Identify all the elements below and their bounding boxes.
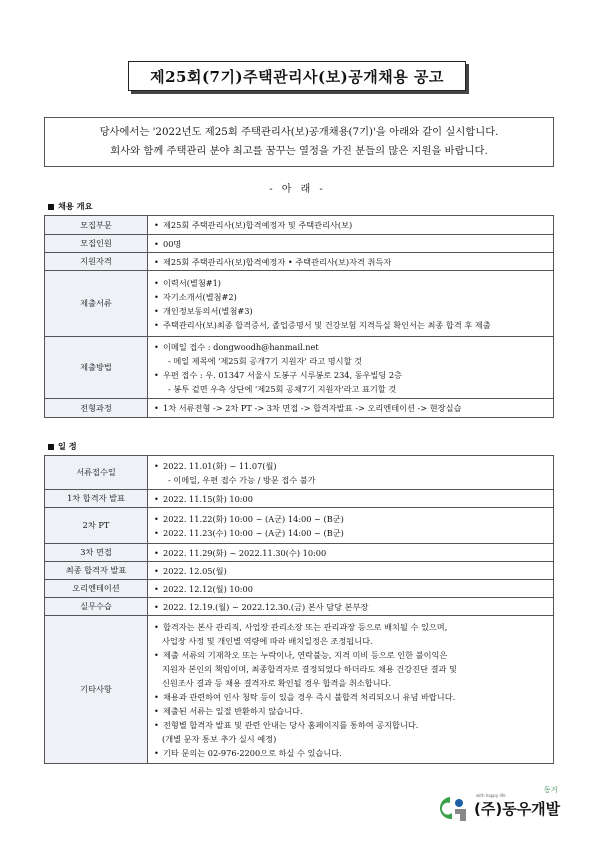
company-name: (주)동우개발 [474, 800, 561, 818]
value-line [154, 718, 547, 732]
value-line [154, 676, 547, 690]
table-row [45, 216, 554, 235]
value-line [154, 492, 547, 506]
bullet: • [154, 565, 159, 576]
value-text: (개별 문자 통보 추가 실시 예정) [162, 733, 277, 744]
row-value [148, 598, 554, 616]
value-line [154, 318, 547, 332]
value-text: 00명 [163, 238, 182, 249]
table-row [45, 544, 554, 562]
value-text: 우편 접수 : 우. 01347 서울시 도봉구 시루봉로 234, 동우빌딩 2층 [163, 369, 403, 380]
value-line [154, 354, 547, 368]
row-value [148, 235, 554, 253]
value-line [154, 218, 547, 232]
value-line [154, 290, 547, 304]
bullet: • [154, 291, 159, 302]
value-text: 지원자 본인의 책임이며, 최종합격자로 결정되었다 하더라도 채용 건강진단 결과 및 [162, 663, 457, 674]
row-label: 모집인원 [45, 235, 148, 253]
value-text: 2022. 11.15(화) 10:00 [163, 493, 253, 504]
intro-line-2: 회사와 함께 주택관리 분야 최고를 꿈꾸는 열정을 가진 분들의 많은 지원을 바랍니다. [110, 145, 488, 157]
table-row [45, 490, 554, 508]
bullet: • [154, 601, 159, 612]
value-line [154, 600, 547, 614]
value-text: 이력서(별첨#1) [163, 277, 222, 288]
value-text: 채용과 관련하여 인사 청탁 등이 있을 경우 즉시 불합격 처리되오니 유념 바랍니다. [163, 691, 456, 702]
table-row [45, 562, 554, 580]
value-line [154, 276, 547, 290]
value-text: 신원조사 결과 등 채용 결격자로 확인될 경우 합격을 취소합니다. [162, 677, 392, 688]
bullet: • [154, 649, 159, 660]
schedule-table [44, 455, 554, 764]
row-label: 2차 PT [45, 508, 148, 544]
row-label: 기타사항 [45, 616, 148, 764]
bullet: • [154, 403, 159, 413]
bullet: • [154, 277, 159, 288]
row-label: 지원자격 [45, 253, 148, 271]
row-value [148, 544, 554, 562]
table-row [45, 580, 554, 598]
value-line [154, 746, 547, 760]
value-text: 제출된 서류는 일절 반환하지 않습니다. [163, 705, 303, 716]
square-bullet-icon [48, 204, 54, 210]
value-text: 2022. 11.01(화) ~ 11.07(월) [163, 460, 277, 471]
value-line [154, 634, 547, 648]
row-value [148, 508, 554, 544]
table-row [45, 456, 554, 490]
row-value [148, 616, 554, 764]
bullet: • [154, 220, 159, 230]
value-text: 2022. 12.05(월) [163, 565, 227, 576]
bullet: • [154, 256, 159, 267]
bullet: • [154, 691, 159, 702]
row-value [148, 399, 554, 418]
logo-signature: 동거 [544, 786, 558, 794]
value-text: 2022. 11.22(화) 10:00 ~ (A군) 14:00 ~ (B군) [163, 513, 344, 524]
row-value [148, 562, 554, 580]
value-line [154, 526, 547, 540]
section-heading-overview: 채용 개요 [48, 201, 93, 212]
value-text: 2022. 12.19.(월) ~ 2022.12.30.(금) 본사 담당 본부장 [163, 601, 369, 612]
row-value [148, 337, 554, 399]
row-value [148, 271, 554, 337]
value-line [154, 512, 547, 526]
row-label: 실무수습 [45, 598, 148, 616]
value-text: 이메일 접수 : dongwoodh@hanmail.net [163, 341, 319, 352]
table-row [45, 337, 554, 399]
row-label: 최종 합격자 발표 [45, 562, 148, 580]
row-value [148, 253, 554, 271]
value-line [154, 620, 547, 634]
value-line [154, 304, 547, 318]
value-text: - 이메일, 우편 접수 가능 / 방문 접수 불가 [168, 474, 316, 485]
row-value [148, 216, 554, 235]
value-line [154, 340, 547, 354]
value-line [154, 382, 547, 396]
value-line [154, 237, 547, 251]
value-text: - 메일 제목에 '제25회 공개7기 지원자' 라고 명시할 것 [168, 355, 362, 366]
row-label: 서류접수일 [45, 456, 148, 490]
table-row [45, 598, 554, 616]
table-row [45, 399, 554, 418]
row-label: 3차 면접 [45, 544, 148, 562]
value-text: 자기소개서(별첨#2) [163, 291, 237, 302]
value-text: 사업장 사정 및 개인별 역량에 따라 배치일정은 조정됩니다. [162, 635, 373, 646]
value-line [154, 662, 547, 676]
arae-heading: - 아 래 - [269, 184, 326, 195]
page-title: 제25회(7기)주택관리사(보)공개채용 공고 [128, 61, 466, 91]
value-text: 전형별 합격자 발표 및 관련 안내는 당사 홈페이지를 통하여 공지합니다. [163, 719, 419, 730]
row-value [148, 580, 554, 598]
bullet: • [154, 238, 159, 249]
square-bullet-icon [48, 444, 54, 450]
company-logo [436, 785, 584, 831]
bullet: • [154, 369, 159, 380]
value-text: 1차 서류전형 -> 2차 PT -> 3차 면접 -> 합격자발표 -> 오리엔테이션 -> 현장실습 [163, 403, 462, 413]
bullet: • [154, 305, 159, 316]
row-label: 오리엔테이션 [45, 580, 148, 598]
row-label: 제출방법 [45, 337, 148, 399]
value-line [154, 582, 547, 596]
logo-mark-icon [436, 793, 470, 823]
value-line [154, 732, 547, 746]
value-text: 2022. 12.12(월) 10:00 [163, 583, 253, 594]
bullet: • [154, 621, 159, 632]
row-label: 1차 합격자 발표 [45, 490, 148, 508]
row-value [148, 456, 554, 490]
bullet: • [154, 705, 159, 716]
bullet: • [154, 319, 159, 330]
value-text: - 봉투 겉면 우측 상단에 '제25회 공채7기 지원자'라고 표기할 것 [168, 383, 397, 394]
intro-line-1: 당사에서는 '2022년도 제25회 주택관리사(보)공개채용(7기)'을 아래와 같이 실시합니다. [99, 126, 499, 138]
value-line [154, 401, 547, 415]
section-heading-schedule: 일 정 [48, 441, 77, 452]
bullet: • [154, 513, 159, 524]
intro-box [44, 117, 554, 167]
row-label: 전형과정 [45, 399, 148, 418]
value-text: 제25회 주택관리사(보)합격예정자 및 주택관리사(보) [163, 220, 353, 230]
bullet: • [154, 583, 159, 594]
value-line [154, 459, 547, 473]
value-line [154, 473, 547, 487]
bullet: • [154, 341, 159, 352]
value-text: 2022. 11.23(수) 10:00 ~ (A군) 14:00 ~ (B군) [163, 527, 344, 538]
value-line [154, 648, 547, 662]
logo-tagline: with happy life [476, 793, 506, 798]
value-line [154, 564, 547, 578]
value-line [154, 368, 547, 382]
value-line [154, 255, 547, 269]
table-row [45, 235, 554, 253]
row-label: 모집부문 [45, 216, 148, 235]
bullet: • [154, 460, 159, 471]
bullet: • [154, 547, 159, 558]
value-line [154, 546, 547, 560]
bullet: • [154, 747, 159, 758]
bullet: • [154, 527, 159, 538]
bullet: • [154, 719, 159, 730]
row-value [148, 490, 554, 508]
value-text: 기타 문의는 02-976-2200으로 하실 수 있습니다. [163, 747, 342, 758]
table-row [45, 271, 554, 337]
row-label: 제출서류 [45, 271, 148, 337]
value-text: 합격자는 본사 관리직, 사업장 관리소장 또는 관리과장 등으로 배치될 수 있으며, [163, 621, 448, 632]
table-row [45, 616, 554, 764]
value-line [154, 704, 547, 718]
value-line [154, 690, 547, 704]
value-text: 제출 서류의 기재착오 또는 누락이나, 연락불능, 지격 미비 등으로 인한 불이익은 [163, 649, 448, 660]
bullet: • [154, 493, 159, 504]
overview-table [44, 215, 554, 418]
table-row [45, 508, 554, 544]
value-text: 2022. 11.29(화) ~ 2022.11.30(수) 10:00 [163, 547, 327, 558]
table-row [45, 253, 554, 271]
value-text: 개인정보동의서(별첨#3) [163, 305, 253, 316]
value-text: 주택관리사(보)최종 합격증서, 졸업증명서 및 건강보험 지격득실 확인서는 최종 합격 후 제출 [163, 319, 491, 330]
value-text: 제25회 주택관리사(보)합격예정자 • 주택관리사(보)자격 취득자 [163, 256, 392, 267]
